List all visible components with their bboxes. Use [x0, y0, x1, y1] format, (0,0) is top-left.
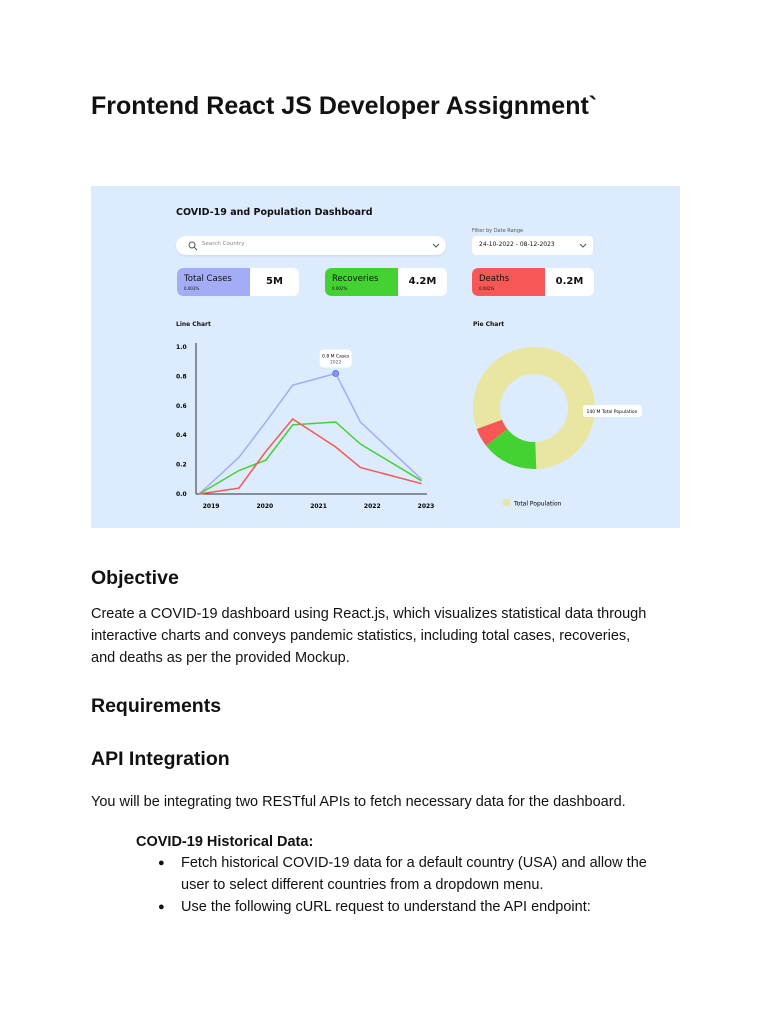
filter-date-label: Filter by Date Range	[472, 228, 524, 234]
bullet-1-line-2: user to select different countries from a dropdown menu.	[181, 877, 544, 893]
annotation-text: 0.8 M Cases	[322, 354, 350, 360]
api-integration-heading: API Integration	[91, 748, 230, 770]
requirements-heading: Requirements	[91, 695, 222, 717]
document-title: Frontend React JS Developer Assignment`	[91, 92, 598, 120]
dashboard-mockup-image	[91, 186, 680, 528]
stat-percent: 0.002%	[479, 286, 495, 291]
annotation-year: 2022	[329, 360, 342, 366]
pie-callout-text: 140 M Total Population	[586, 410, 638, 415]
legend-swatch	[503, 499, 510, 506]
objective-line-3: and deaths as per the provided Mockup.	[91, 650, 350, 666]
objective-line-1: Create a COVID-19 dashboard using React.js, which visualizes statistical data through	[91, 606, 647, 622]
objective-line-2: interactive charts and conveys pandemic statistics, including total cases, recoveries,	[91, 628, 631, 644]
x-tick-label: 2021	[310, 503, 327, 510]
line-chart-label: Line Chart	[176, 321, 211, 328]
x-tick-label: 2022	[363, 503, 381, 510]
stat-label: Total Cases	[184, 274, 232, 284]
dashboard-title: COVID-19 and Population Dashboard	[176, 207, 373, 218]
stat-value: 4.2M	[408, 276, 437, 287]
x-tick-label: 2023	[417, 503, 435, 510]
stat-value: 5M	[266, 276, 283, 287]
y-tick-label: 1.0	[176, 344, 187, 351]
y-tick-label: 0.0	[176, 491, 187, 498]
x-tick-label: 2020	[256, 503, 274, 510]
legend-label: Total Population	[514, 500, 562, 508]
list-item	[158, 896, 678, 918]
bullet-1-line-1: Fetch historical COVID-19 data for a default country (USA) and allow the	[181, 855, 647, 871]
search-placeholder: Search Country	[202, 241, 245, 247]
pie-chart	[91, 186, 680, 528]
list-item	[158, 852, 678, 896]
y-tick-label: 0.4	[176, 432, 187, 440]
y-tick-label: 0.8	[176, 373, 187, 381]
pie-chart-label: Pie Chart	[473, 321, 505, 328]
api-intro-text: You will be integrating two RESTful APIs to fetch necessary data for the dashboard.	[91, 794, 626, 810]
historical-data-heading: COVID-19 Historical Data:	[136, 834, 314, 850]
x-tick-label: 2019	[202, 503, 220, 510]
stat-label: Deaths	[479, 274, 510, 284]
date-range-value: 24-10-2022 - 08-12-2023	[479, 241, 555, 248]
objective-heading: Objective	[91, 567, 179, 589]
y-tick-label: 0.6	[176, 402, 187, 410]
stat-percent: 0.002%	[332, 286, 348, 291]
bullet-2-text: Use the following cURL request to understand the API endpoint:	[181, 899, 591, 915]
stat-value: 0.2M	[555, 276, 584, 287]
requirements-list	[158, 852, 678, 918]
y-tick-label: 0.2	[176, 461, 187, 469]
stat-label: Recoveries	[332, 274, 379, 284]
stat-percent: 0.003%	[184, 286, 200, 291]
